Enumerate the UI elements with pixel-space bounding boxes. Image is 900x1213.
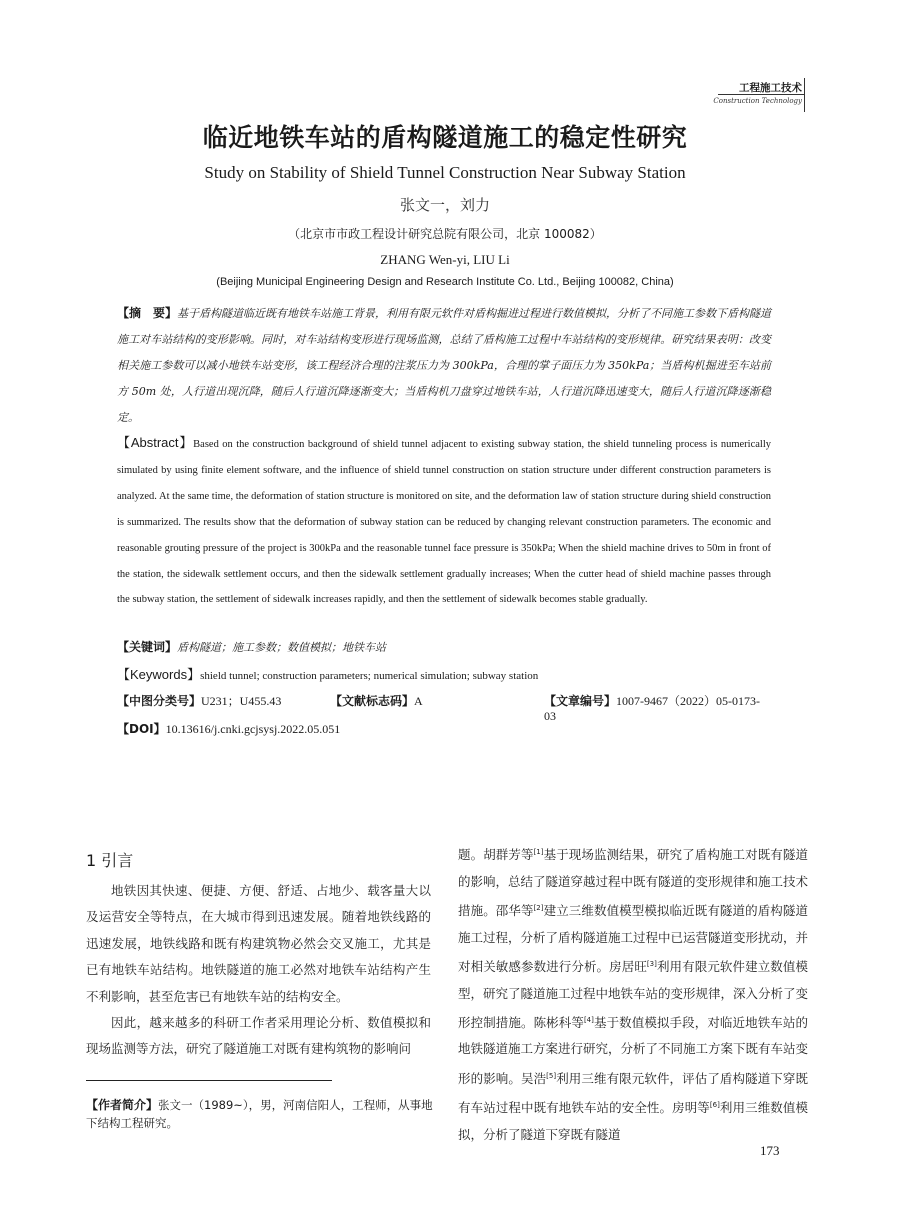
article-no-label: 【文章编号】 [544, 694, 617, 708]
section-heading-introduction: 1 引言 [86, 851, 134, 870]
citation-ref: [2] [533, 903, 544, 912]
body-paragraph [458, 839, 808, 1148]
page-number: 173 [760, 1143, 780, 1158]
abstract-cn [117, 300, 771, 431]
clc-number [117, 692, 281, 709]
title-en: Study on Stability of Shield Tunnel Construction Near Subway Station [204, 163, 686, 182]
citation-ref: [1] [533, 848, 544, 856]
abstract-en [117, 430, 771, 613]
authors-cn: 张文一，刘力 [399, 196, 490, 214]
body-text: 利用有限元软件建立数值模型，研究了隧道施工过程中地铁车站的变形规律，深入分析了变形控制措施。陈彬科等 [458, 959, 809, 1031]
body-column-right [458, 839, 808, 1148]
keywords-en [117, 664, 771, 683]
doc-code-label: 【文献标志码】 [330, 694, 415, 708]
abstract-en-label: 【Abstract】 [117, 435, 194, 450]
body-text: 题。胡群芳等 [458, 847, 534, 863]
header-rule [718, 94, 804, 95]
keywords-en-text: shield tunnel; construction parameters; numerical simulation; subway station [200, 670, 539, 682]
keywords-cn [117, 638, 771, 655]
document-code [330, 692, 423, 709]
affiliation-en: (Beijing Municipal Engineering Design and Research Institute Co. Ltd., Beijing 100082, China) [216, 276, 674, 288]
clc-value: U231；U455.43 [201, 694, 282, 708]
journal-section-en: Construction Technology [713, 97, 802, 105]
journal-section-cn: 工程施工技术 [739, 82, 802, 94]
body-text: 基于现场监测结果，研究了盾构施工对既有隧道的影响，总结了隧道穿越过程中既有隧道的变形规律和施工技术措施。邵华等 [458, 847, 809, 919]
body-column-left [86, 878, 431, 1063]
affiliation-cn: （北京市市政工程设计研究总院有限公司，北京 100082） [288, 227, 602, 241]
footnote-label: 【作者简介】 [86, 1098, 159, 1112]
body-paragraph: 地铁因其快速、便捷、方便、舒适、占地少、载客量大以及运营安全等特点，在大城市得到迅速发展。随着地铁线路的迅速发展，地铁线路和既有构建筑物必然会交叉施工，尤其是已有地铁车站结构。地铁隧道的施工必然对地铁车站结构产生不利影响，甚至危害已有地铁车站的结构安全。 [86, 883, 431, 1004]
header-vertical-bar [804, 78, 805, 112]
citation-ref: [4] [583, 1015, 594, 1024]
citation-ref: [3] [646, 959, 657, 968]
authors-en: ZHANG Wen-yi, LIU Li [380, 252, 510, 267]
body-text: 建立三维数值模型模拟临近既有隧道的盾构隧道施工过程，分析了盾构隧道施工过程中已运营隧道变形扰动，并对相关敏感参数进行分析。房居旺 [458, 903, 809, 975]
article-no-value: 1007-9467（2022）05-0173-03 [544, 694, 761, 723]
keywords-en-label: 【Keywords】 [117, 667, 201, 682]
citation-ref: [6] [709, 1101, 720, 1110]
doc-code-value: A [414, 694, 423, 708]
citation-ref: [5] [546, 1071, 557, 1080]
clc-label: 【中图分类号】 [117, 694, 202, 708]
author-footnote [86, 1096, 436, 1132]
doi-label: 【DOI】 [117, 722, 166, 736]
body-paragraph: 因此，越来越多的科研工作者采用理论分析、数值模拟和现场监测等方法，研究了隧道施工对既有建构筑物的影响问 [86, 1015, 431, 1057]
title-cn: 临近地铁车站的盾构隧道施工的稳定性研究 [202, 123, 688, 152]
body-text: 利用三维数值模拟，分析了隧道下穿既有隧道 [458, 1100, 808, 1142]
abstract-cn-text: 基于盾构隧道临近既有地铁车站施工背景，利用有限元软件对盾构掘进过程进行数值模拟，分析了不同施工参数下盾构隧道施工对车站结构的变形影响。同时，对车站结构变形进行现场监测，总结了盾构施工过程中车站结构的变形规律。研究结果表明：改变相关施工参数可以减小地铁车站变形，该工程经济合理的注浆压力为 300kPa，合理的掌子面压力为 350kPa；当盾构机掘进至车站前方 50m 处，人行道出现沉降，随后人行道沉降逐渐变大；当盾构机刀盘穿过地铁车站，人行道沉降迅速变大，随后人行道沉降逐渐稳定。 [117, 307, 772, 424]
abstract-cn-label: 【摘 要】 [117, 306, 178, 320]
body-text: 基于数值模拟手段，对临近地铁车站的地铁隧道施工方案进行研究，分析了不同施工方案下既有车站变形的影响。吴浩 [458, 1015, 809, 1087]
keywords-cn-label: 【关键词】 [117, 640, 178, 654]
footnote-rule [86, 1080, 332, 1081]
doi-value: 10.13616/j.cnki.gcjsysj.2022.05.051 [165, 722, 341, 736]
doi-line [117, 720, 771, 737]
body-text: 利用三维有限元软件，评估了盾构隧道下穿既有车站过程中既有地铁车站的安全性。房明等 [458, 1071, 808, 1116]
footnote-text: 张文一（1989~），男，河南信阳人，工程师，从事地下结构工程研究。 [86, 1098, 433, 1130]
abstract-en-text: Based on the construction background of shield tunnel adjacent to existing subway station, the shield tunneling process is numerically simulated by using finite element software, and the influence of shield tunnel construction on station structure under different construction parameters is analyzed. At the same time, the deformation of station structure is monitored on site, and the deformation law of station structure during shield construction is summarized. The results show that the deformation of subway station can be reduced by changing relevant construction parameters. The economic and reasonable grouting pressure of the project is 300kPa and the reasonable tunnel face pressure is 350kPa; When the shield machine drives to 50m in front of the station, the sidewalk settlement occurs, and then the sidewalk settlement gradually increases; When the cutter head of shield machine passes through the subway station, the settlement of sidewalk increases rapidly, and then the settlement of sidewalk becomes stable gradually. [117, 439, 772, 606]
keywords-cn-text: 盾构隧道；施工参数；数值模拟；地铁车站 [177, 641, 387, 654]
